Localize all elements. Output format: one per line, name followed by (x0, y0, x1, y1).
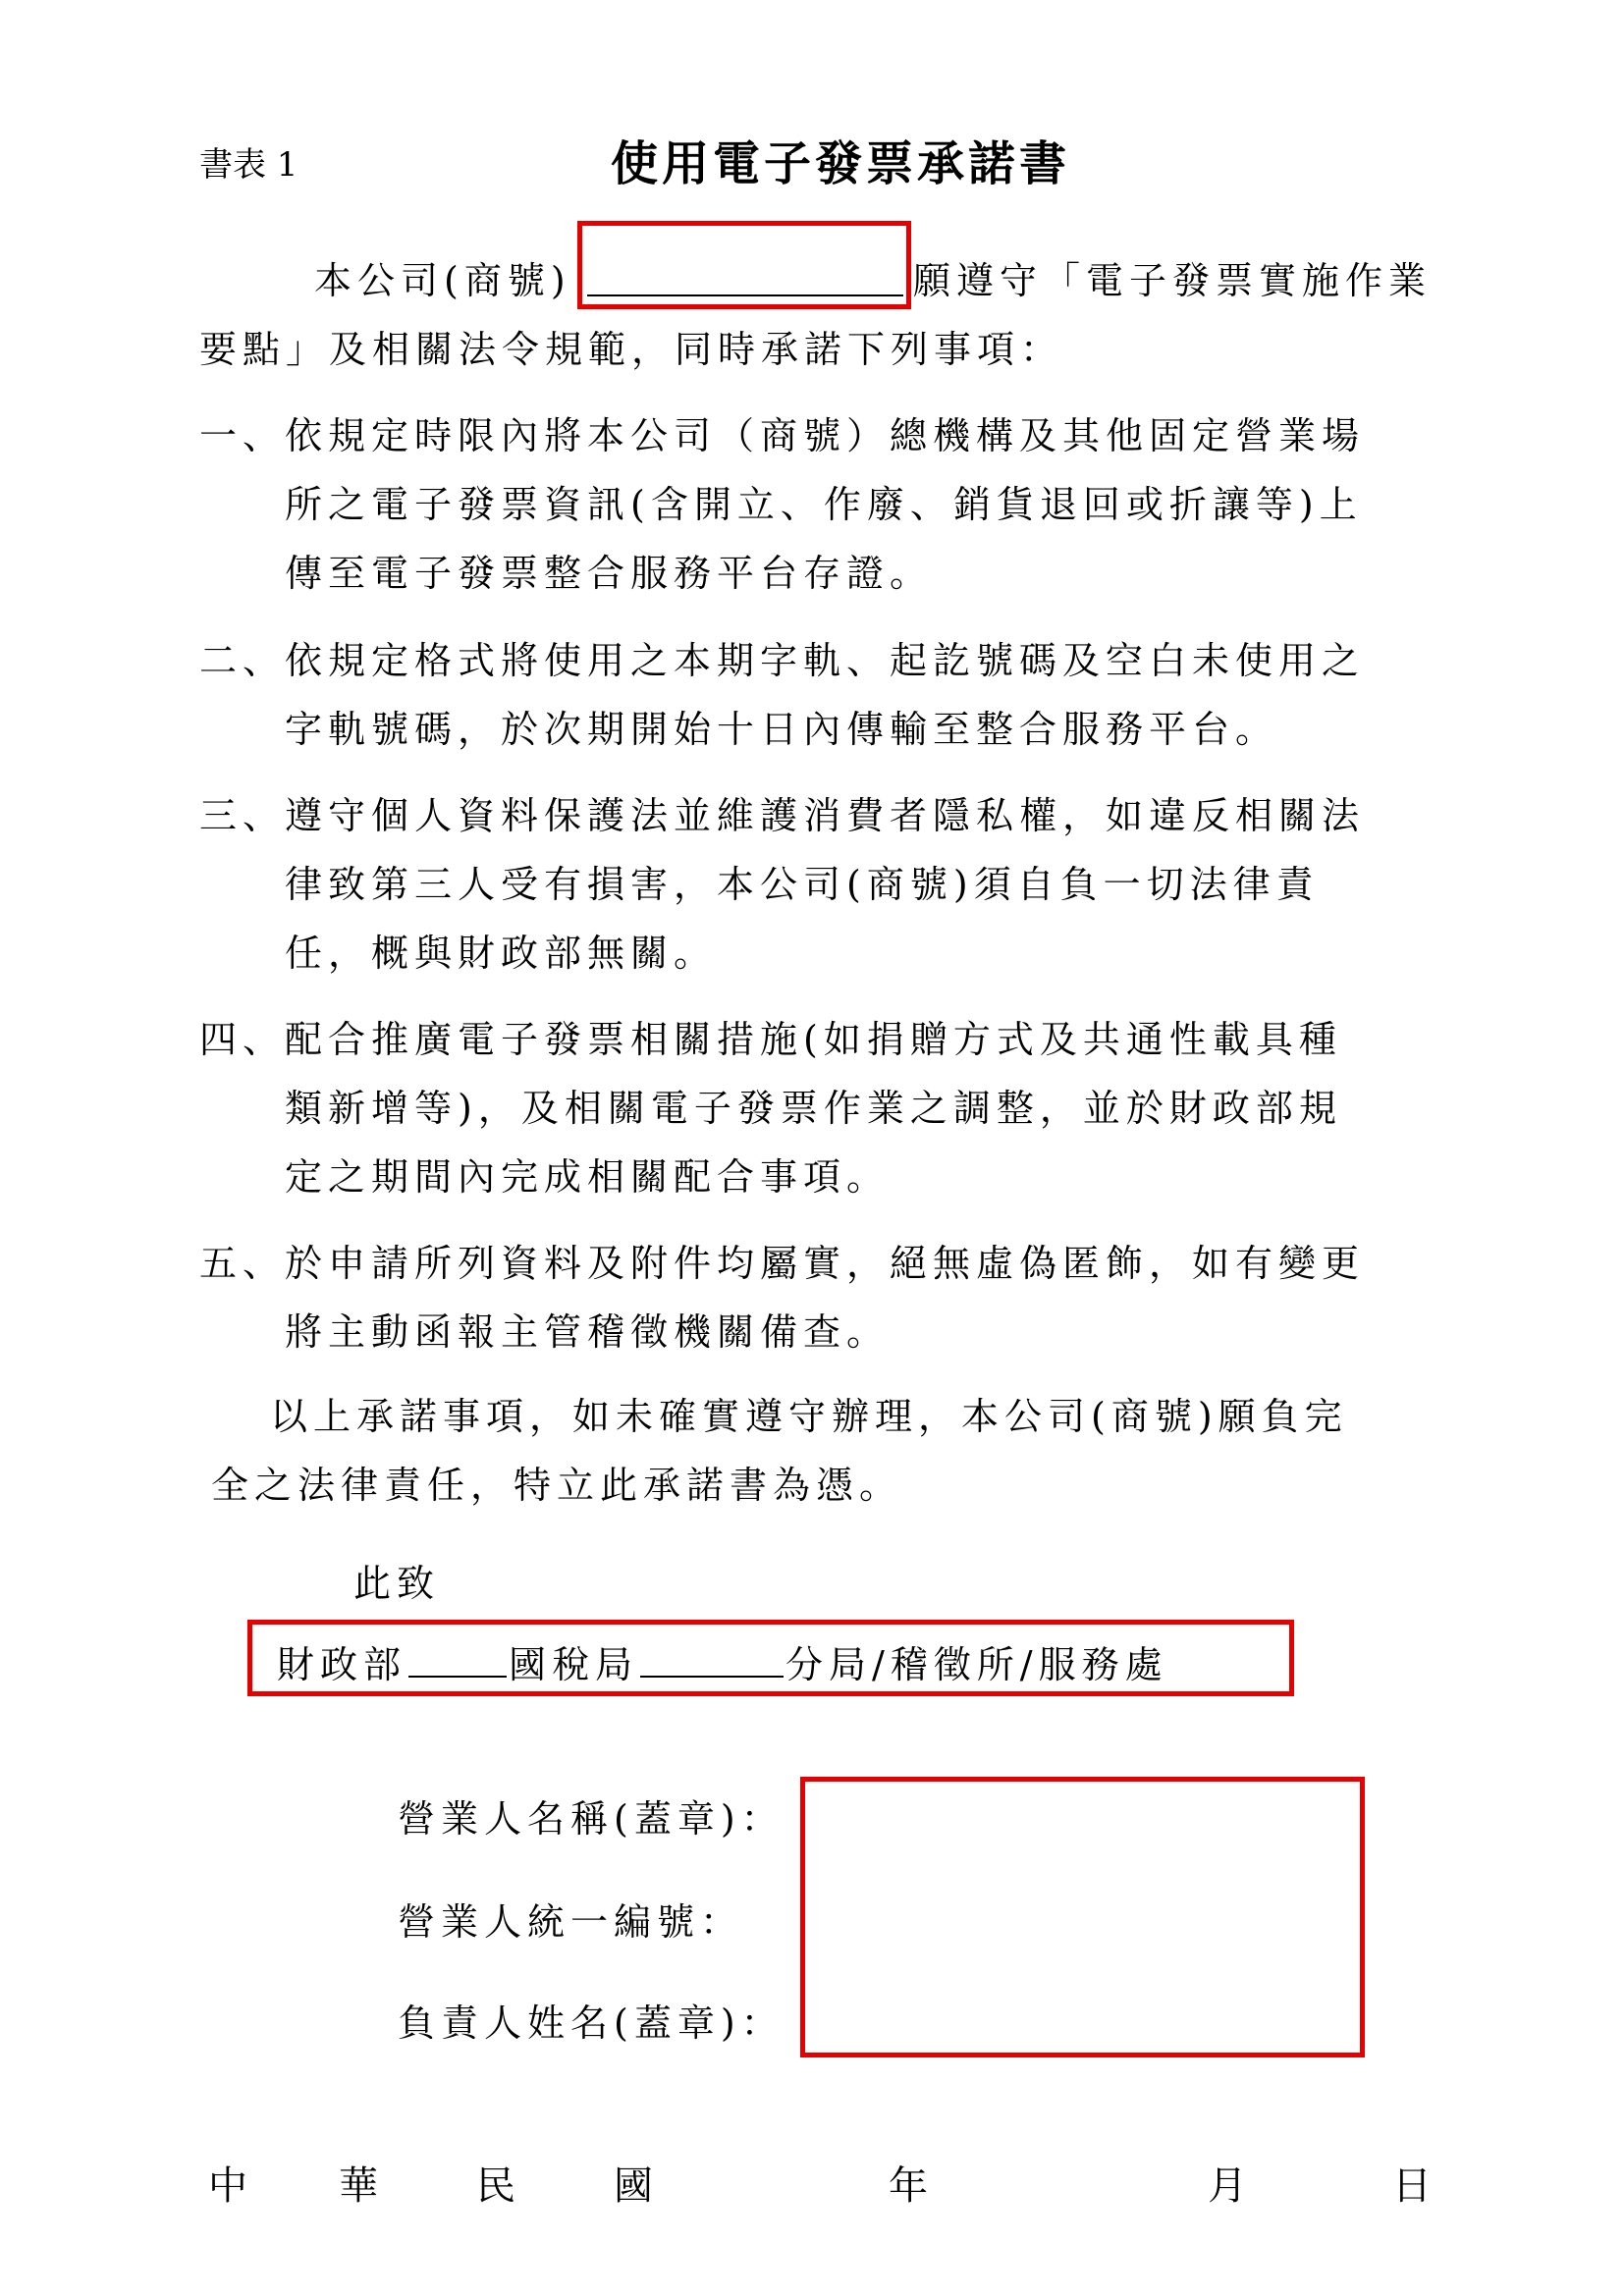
item-4-number: 四、 (199, 1018, 287, 1061)
tax-id-label: 營業人統一編號： (398, 1900, 744, 1944)
intro-line1-prefix: 本公司(商號) (314, 259, 571, 302)
date-day: 日 (1392, 2163, 1432, 2209)
date-char-4: 國 (614, 2163, 653, 2209)
company-name-blank (587, 294, 903, 296)
closing-line1: 以上承諾事項，如未確實遵守辦理，本公司(商號)願負完 (270, 1395, 1348, 1438)
form-number: 書表 1 (199, 145, 298, 185)
item-4-line2: 類新增等)，及相關電子發票作業之調整，並於財政部規 (285, 1087, 1342, 1130)
item-2-number: 二、 (199, 639, 287, 682)
item-1-line2: 所之電子發票資訊(含開立、作廢、銷貨退回或折讓等)上 (285, 483, 1363, 526)
item-2-line1: 依規定格式將使用之本期字軌、起訖號碼及空白未使用之 (285, 639, 1366, 682)
item-5-number: 五、 (199, 1242, 287, 1285)
closing-line2: 全之法律責任，特立此承諾書為憑。 (211, 1464, 903, 1507)
branch-blank (640, 1676, 784, 1678)
date-year: 年 (889, 2163, 928, 2209)
item-3-line1: 遵守個人資料保護法並維護消費者隱私權，如違反相關法 (285, 794, 1366, 837)
item-5-line2: 將主動函報主管稽徵機關備查。 (285, 1310, 891, 1354)
item-4-line3: 定之期間內完成相關配合事項。 (285, 1155, 891, 1199)
intro-line2: 要點」及相關法令規範，同時承諾下列事項： (199, 328, 1064, 371)
recipient-part1: 財政部 (277, 1643, 407, 1686)
item-3-number: 三、 (199, 794, 287, 837)
date-month: 月 (1208, 2163, 1247, 2209)
bureau-blank (408, 1676, 507, 1678)
recipient-part2: 國稅局 (509, 1643, 639, 1686)
item-5-line1: 於申請所列資料及附件均屬實，絕無虛偽匿飾，如有變更 (285, 1242, 1366, 1285)
date-char-3: 民 (476, 2163, 515, 2209)
responsible-label: 負責人姓名(蓋章)： (398, 2002, 785, 2045)
item-2-line2: 字軌號碼，於次期開始十日內傳輸至整合服務平台。 (285, 708, 1279, 751)
date-char-1: 中 (208, 2163, 247, 2209)
item-1-number: 一、 (199, 414, 287, 457)
item-3-line3: 任，概與財政部無關。 (285, 932, 718, 975)
item-1-line3: 傳至電子發票整合服務平台存證。 (285, 552, 934, 595)
salutation: 此致 (353, 1562, 441, 1605)
item-4-line1: 配合推廣電子發票相關措施(如捐贈方式及共通性載具種 (285, 1018, 1342, 1061)
intro-line1-suffix: 願遵守「電子發票實施作業 (913, 259, 1433, 302)
signature-field-box[interactable] (800, 1777, 1365, 2057)
date-char-2: 華 (339, 2163, 378, 2209)
page-title: 使用電子發票承諾書 (611, 136, 1071, 191)
recipient-part3: 分局/稽徵所/服務處 (785, 1643, 1168, 1686)
item-3-line2: 律致第三人受有損害，本公司(商號)須自負一切法律責 (285, 863, 1320, 906)
business-name-label: 營業人名稱(蓋章)： (398, 1797, 785, 1841)
item-1-line1: 依規定時限內將本公司（商號）總機構及其他固定營業場 (285, 414, 1366, 457)
